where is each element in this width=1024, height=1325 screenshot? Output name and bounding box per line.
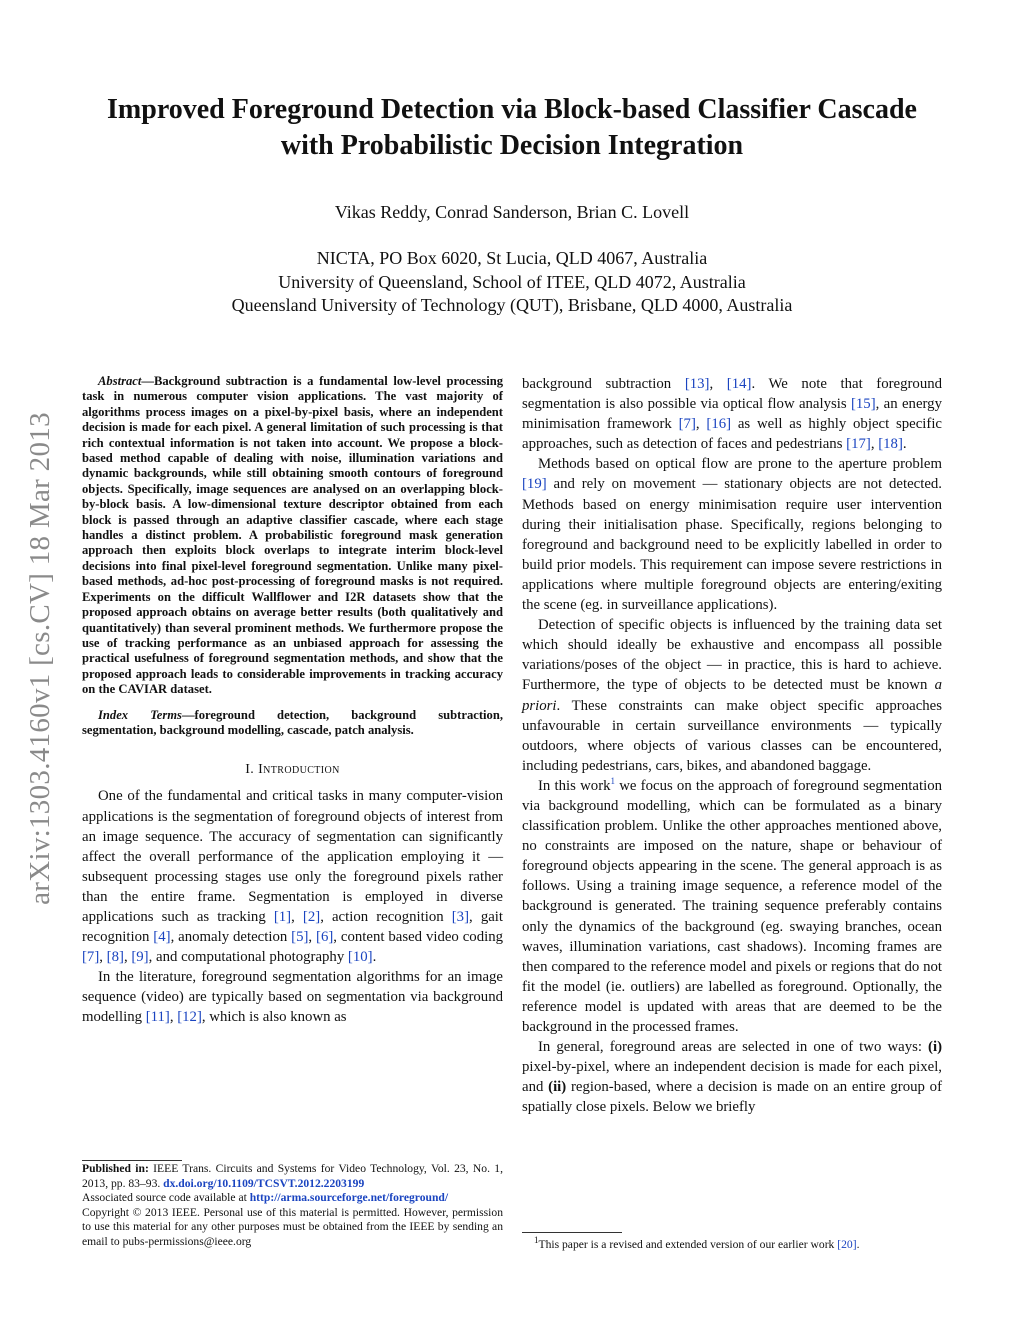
citation-link[interactable]: [5] bbox=[291, 929, 309, 946]
index-terms-label: Index Terms bbox=[98, 707, 182, 722]
text-run: Detection of specific objects is influenced by the training data set which should ideally be exhaustive and encompass all possible variations/poses of the object — in practice, this is hard to achieve. Furthermore, the type of objects to be detected must be known bbox=[522, 617, 942, 694]
affiliation-line: University of Queensland, School of ITEE, QLD 4072, Australia bbox=[278, 271, 746, 292]
text-run: One of the fundamental and critical tasks in many computer-vision applications is the segmentation of foreground objects of interest from an image sequence. The accuracy of segmentation can significantly affect the overall performance of the application employing it — subsequent processing stages use only the foreground pixels rather than the entire frame. Segmentation is employed in diverse applications such as tracking bbox=[82, 788, 503, 925]
copyright-notice: Copyright © 2013 IEEE. Personal use of this material is permitted. However, permission to use this material for any other purposes must be obtained from the IEEE by sending an email to pubs-permissions@ieee.org bbox=[82, 1205, 503, 1248]
text-run: , bbox=[870, 436, 879, 453]
text-run: . bbox=[372, 949, 377, 966]
affiliation-line: Queensland University of Technology (QUT), Brisbane, QLD 4000, Australia bbox=[231, 295, 793, 315]
citation-link[interactable]: [17] bbox=[846, 436, 871, 453]
arxiv-stamp bbox=[18, 358, 62, 958]
citation-link[interactable]: [4] bbox=[153, 929, 171, 946]
citation-link[interactable]: [10] bbox=[347, 949, 373, 966]
text-run: , content based video coding bbox=[333, 929, 503, 946]
text-run: we focus on the approach of foreground segmentation via background modelling, which can be formulated as a binary classification problem. Unlike the other approaches mentioned above, no constraints are imposed on the nature, shape or behaviour of foreground objects appearing in the scene. The general approach is as follows. Using a training image sequence, a reference model of the background is generated. The training sequence preferably contains only the dynamics of the background (eg. swaying branches, ocean waves, illumination variations, cast shadows). Incoming frames are then compared to the reference model and pixels or regions that do not fit the model (ie. outliers) are labelled as foreground. Optionally, the reference model is updated with areas that are deemed to be the background in the processed frames. bbox=[522, 777, 943, 1035]
right-column bbox=[522, 374, 942, 1117]
section-heading bbox=[82, 760, 503, 780]
right-paragraph-1 bbox=[522, 374, 942, 454]
abstract-text: —Background subtraction is a fundamental low-level processing task in numerous computer vision applications. The vast majority of algorithms process images on a pixel-by-pixel basis, where an independent decision is made for each pixel. A general limitation of such processing is that rich contextual information is not taken into account. We propose a block-based method capable of dealing with noise, illumination variations and dynamic backgrounds, while still obtaining smooth contours of foreground objects. Specifically, image sequences are analysed on an overlapping block-by-block basis. A low-dimensional texture descriptor obtained from each block is passed through an adaptive classifier cascade, where each stage handles a distinct problem. A probabilistic foreground mask generation approach then exploits block overlaps to integrate interim block-level decisions into final pixel-level foreground segmentation. Unlike many pixel-based methods, ad-hoc post-processing of foreground masks is not required. Experiments on the difficult Wallflower and I2R datasets show that the proposed approach obtains on average better results (both qualitatively and quantitatively) than several prominent methods. We furthermore propose the use of tracking performance as an unbiased approach for assessing the practical usefulness of foreground segmentation methods, and show that the proposed approach leads to considerable improvements in tracking accuracy on the CAVIAR dataset. bbox=[82, 374, 503, 697]
paper-title bbox=[60, 92, 964, 164]
index-terms-text: —foreground detection, background subtraction, segmentation, background modelling, cascade, patch analysis. bbox=[82, 707, 503, 737]
citation-link[interactable]: [1] bbox=[273, 909, 292, 925]
text-run: , gait recognition bbox=[82, 909, 504, 946]
text-run: In this work bbox=[538, 777, 611, 794]
citation-link[interactable]: [14] bbox=[726, 376, 752, 392]
text-run: , anomaly detection bbox=[170, 929, 292, 946]
text-run: , which is also known as bbox=[201, 1009, 347, 1026]
text-run: . These constraints can make object specific approaches unfavourable in certain surveillance environments — typically outdoors, where objects of various classes can be encountered, including pedestrians, cars, bikes, and abandoned baggage. bbox=[522, 697, 942, 774]
citation-link[interactable]: [9] bbox=[131, 949, 149, 966]
text-run: and rely on movement — stationary objects are not detected. Methods based on energy minimisation require user intervention during their initialisation phase. Specifically, regions belonging to foreground and background need to be explicitly labelled in order to build prior models. This requirement can impose severe restrictions in applications where multiple foreground objects are entering/exiting the scene (eg. in surveillance applications). bbox=[522, 476, 942, 614]
index-terms bbox=[82, 708, 503, 739]
affiliations bbox=[0, 246, 1024, 317]
abstract-label: Abstract bbox=[98, 374, 142, 388]
text-run: , bbox=[99, 949, 107, 966]
text-run: , and computational photography bbox=[148, 949, 348, 966]
citation-link[interactable]: [2] bbox=[302, 909, 321, 925]
right-paragraph-3 bbox=[522, 615, 942, 776]
text-run: . bbox=[902, 436, 907, 453]
text-run: Methods based on optical flow are prone to the aperture problem bbox=[538, 456, 942, 473]
text-run: , an energy minimisation framework bbox=[522, 396, 942, 433]
italic-phrase: a priori bbox=[522, 677, 942, 714]
doi-link[interactable]: dx.doi.org/10.1109/TCSVT.2012.2203199 bbox=[163, 1176, 365, 1190]
footnote-text: This paper is a revised and extended version of our earlier work bbox=[538, 1238, 838, 1251]
section-title: Introduction bbox=[258, 762, 340, 778]
footnote-divider-right bbox=[522, 1232, 622, 1233]
published-text: IEEE Trans. Circuits and Systems for Video Technology, Vol. 23, No. 1, 2013, pp. 83–93. bbox=[82, 1162, 503, 1190]
section-number: I. bbox=[245, 762, 255, 778]
right-paragraph-2 bbox=[522, 454, 942, 615]
citation-link[interactable]: [16] bbox=[706, 416, 732, 433]
right-paragraph-5 bbox=[522, 1037, 942, 1117]
text-run: , bbox=[291, 909, 303, 925]
revision-footnote bbox=[534, 1235, 942, 1253]
citation-link[interactable]: [8] bbox=[106, 949, 124, 966]
text-run: background subtraction bbox=[522, 376, 685, 392]
citation-link[interactable]: [19] bbox=[522, 476, 547, 493]
code-text: Associated source code available at bbox=[82, 1191, 250, 1205]
text-run: region-based, where a decision is made on an entire group of spatially close pixels. Below we briefly bbox=[522, 1079, 942, 1116]
text-run: , bbox=[123, 949, 132, 966]
abstract bbox=[82, 374, 503, 698]
citation-link[interactable]: [11] bbox=[145, 1009, 170, 1026]
citation-link[interactable]: [13] bbox=[684, 376, 710, 392]
text-run: , bbox=[308, 929, 317, 946]
text-run: pixel-by-pixel, where an independent decision is made for each pixel, and bbox=[522, 1059, 942, 1096]
footnote-end: . bbox=[856, 1238, 860, 1251]
published-label: Published in: bbox=[82, 1162, 149, 1175]
text-run: . We note that foreground segmentation is also possible via optical flow analysis bbox=[522, 376, 943, 413]
bold-marker: (i) bbox=[928, 1039, 942, 1056]
citation-link[interactable]: [12] bbox=[177, 1009, 202, 1026]
citation-link[interactable]: [15] bbox=[850, 396, 876, 413]
text-run: , bbox=[169, 1009, 178, 1026]
citation-link[interactable]: [3] bbox=[451, 909, 470, 925]
text-run: as well as highly object specific approaches, such as detection of faces and pedestrians bbox=[522, 416, 942, 453]
citation-link[interactable]: [6] bbox=[316, 929, 334, 946]
text-run: , bbox=[695, 416, 707, 433]
source-code-link[interactable]: http://arma.sourceforge.net/foreground/ bbox=[249, 1191, 449, 1205]
left-column bbox=[82, 374, 503, 1028]
right-paragraph-4 bbox=[522, 776, 942, 1037]
text-run: In general, foreground areas are selected in one of two ways: bbox=[538, 1039, 929, 1056]
affiliation-line: NICTA, PO Box 6020, St Lucia, QLD 4067, Australia bbox=[316, 248, 708, 268]
citation-link[interactable]: [20] bbox=[837, 1238, 857, 1251]
citation-link[interactable]: [18] bbox=[878, 436, 903, 453]
title-line-2: with Probabilistic Decision Integration bbox=[280, 130, 744, 161]
citation-link[interactable]: [7] bbox=[82, 949, 100, 966]
footnote-divider bbox=[82, 1160, 182, 1161]
publication-footnote bbox=[82, 1162, 503, 1250]
text-run: In the literature, foreground segmentation algorithms for an image sequence (video) are typically based on segmentation via background modelling bbox=[82, 969, 503, 1026]
authors: Vikas Reddy, Conrad Sanderson, Brian C. Lovell bbox=[334, 202, 690, 222]
intro-paragraph-2 bbox=[82, 967, 503, 1027]
intro-paragraph-1 bbox=[82, 786, 503, 967]
text-run: , bbox=[709, 376, 727, 392]
footnote-marker[interactable]: 1 bbox=[610, 775, 616, 786]
footnote-mark: 1 bbox=[534, 1235, 539, 1246]
arxiv-id: arXiv:1303.4160v1 [cs.CV] 18 Mar 2013 bbox=[23, 411, 56, 905]
bold-marker: (ii) bbox=[548, 1079, 567, 1096]
citation-link[interactable]: [7] bbox=[678, 416, 696, 433]
title-line-1: Improved Foreground Detection via Block-based Classifier Cascade bbox=[107, 94, 917, 125]
text-run: , action recognition bbox=[320, 909, 452, 925]
